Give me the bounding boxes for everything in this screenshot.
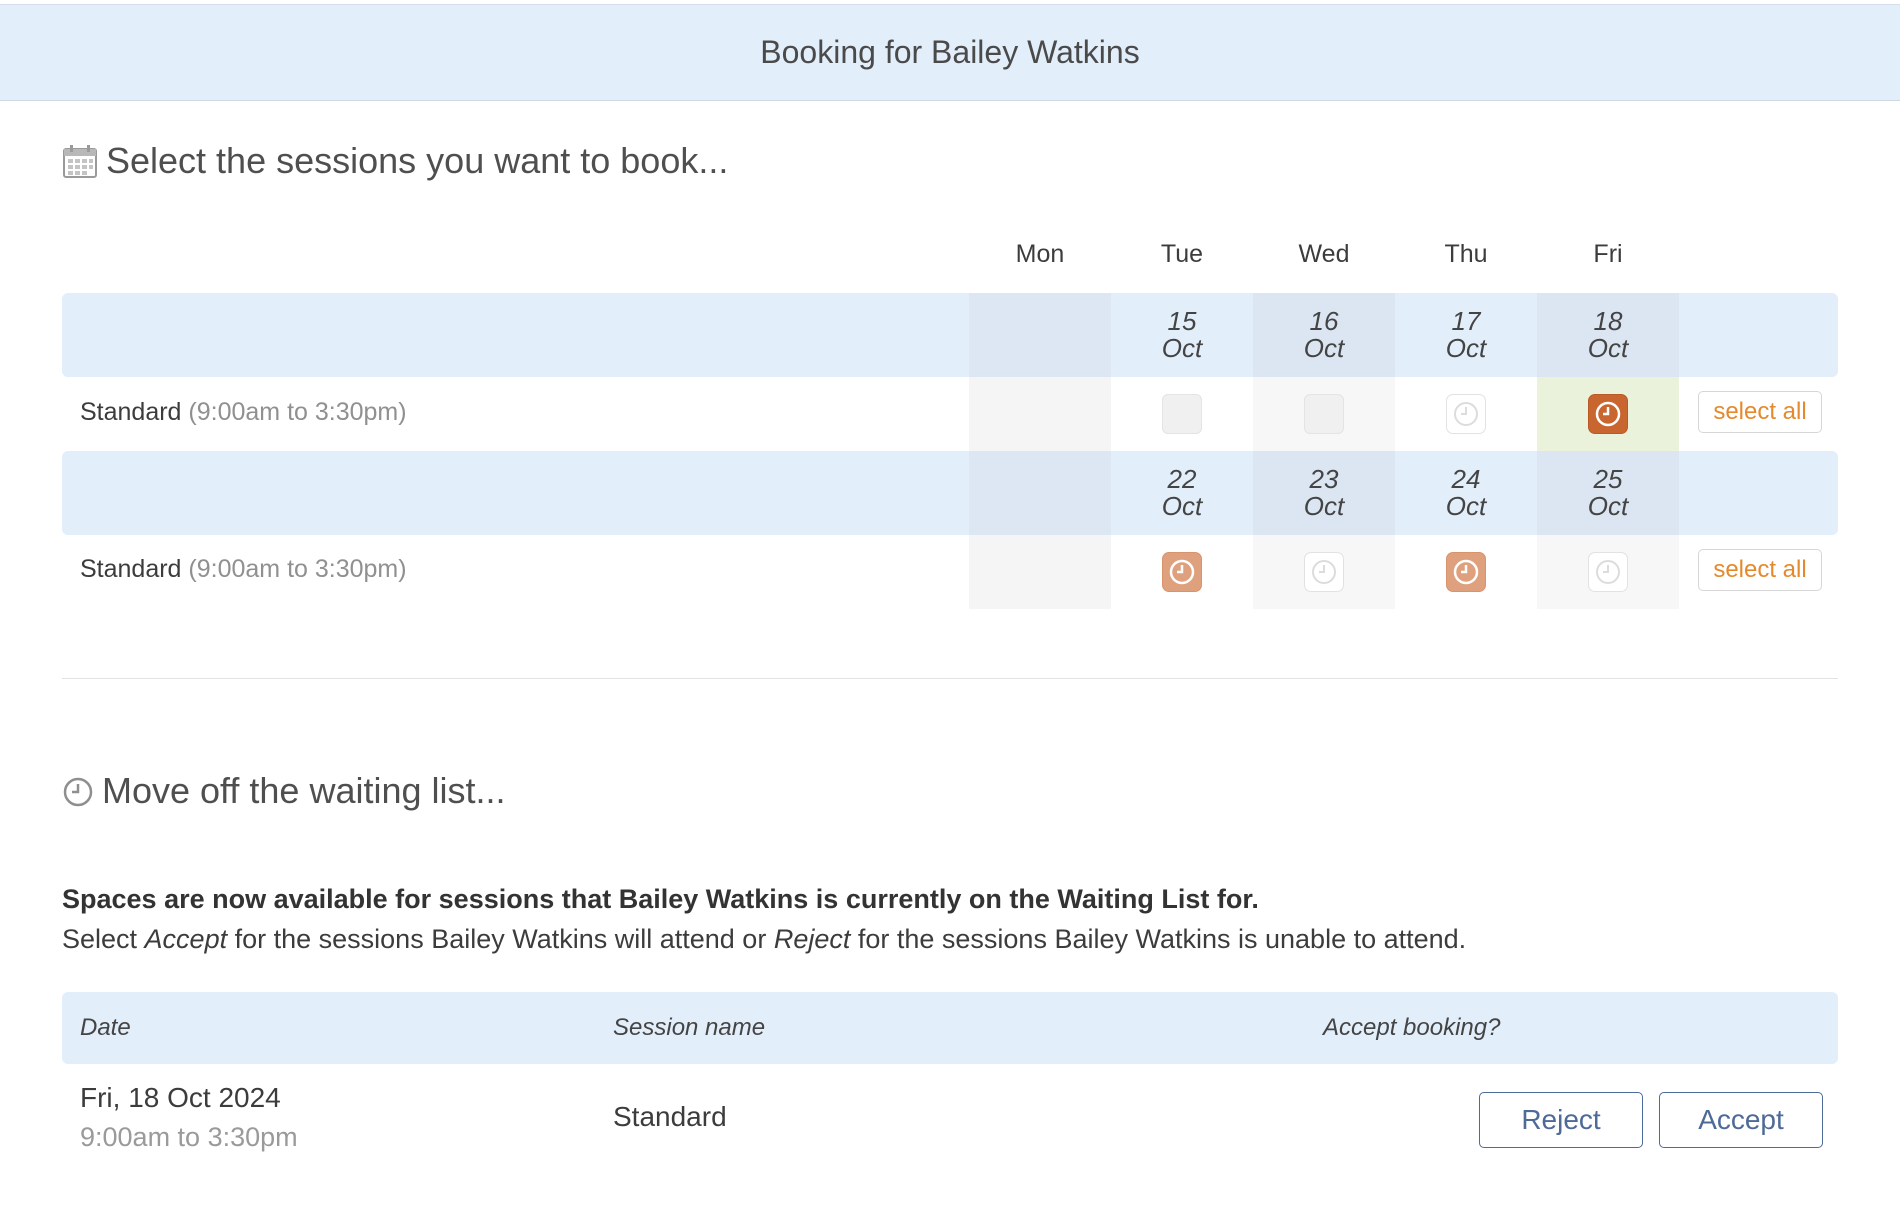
clock-icon [1594,558,1622,586]
waitlist-row-session: Standard [613,1101,727,1132]
date-cell [1111,451,1253,535]
clock-icon [1310,558,1338,586]
section-divider [62,678,1838,679]
unavailable-slot [1162,394,1202,434]
date-month: Oct [1303,333,1345,363]
clock-icon [1452,400,1480,428]
select-all-button[interactable]: select all [1698,391,1822,433]
date-cell [1253,293,1395,377]
instr-reject: Reject [773,924,851,954]
date-day: 17 [1451,306,1481,336]
date-day: 18 [1593,306,1623,336]
header-bar [0,4,1900,101]
day-header-mon: Mon [1015,240,1065,268]
instr-part: for the sessions Bailey Watkins is unable to attend. [850,924,1467,954]
session-time: (9:00am to 3:30pm) [188,398,407,426]
session-row-label [80,398,407,427]
waitlist-row-time: 9:00am to 3:30pm [80,1122,298,1152]
date-cell [1253,451,1395,535]
date-month: Oct [1587,333,1629,363]
date-cell [1537,293,1679,377]
sessions-heading [62,140,728,182]
session-name: Standard [80,555,182,583]
date-day: 24 [1451,464,1481,494]
reject-button[interactable]: Reject [1479,1092,1643,1148]
column-header-accept: Accept booking? [1323,1014,1501,1041]
waitlist-slot-button[interactable] [1446,394,1486,434]
select-all-button[interactable]: select all [1698,549,1822,591]
date-day: 16 [1309,306,1339,336]
unavailable-slot [1304,394,1344,434]
date-month: Oct [1161,333,1203,363]
date-month: Oct [1445,491,1487,521]
date-day: 15 [1167,306,1197,336]
slot-thu [1395,535,1537,609]
waiting-heading-text: Move off the waiting list... [102,770,506,811]
column-header-date: Date [80,1014,131,1041]
slot-thu [1395,377,1537,451]
slot-wed [1253,535,1395,609]
waitlist-slot-button[interactable] [1588,552,1628,592]
waiting-heading [62,770,506,812]
day-header-wed: Wed [1298,240,1350,268]
slot-fri [1537,535,1679,609]
clock-icon [1594,400,1622,428]
instr-accept: Accept [144,924,228,954]
date-month: Oct [1587,491,1629,521]
day-header-thu: Thu [1444,240,1488,268]
session-row-label [80,555,407,584]
date-day: 23 [1309,464,1339,494]
slot-fri [1537,377,1679,451]
day-header-tue: Tue [1160,240,1204,268]
page-title: Booking for Bailey Watkins [760,34,1140,70]
session-name: Standard [80,398,182,426]
date-month: Oct [1303,491,1345,521]
day-header-fri: Fri [1593,240,1623,268]
waitlist-slot-button[interactable] [1304,552,1344,592]
clock-icon [62,775,94,807]
mon-date-cell [969,293,1111,377]
waitlist-table-header [62,992,1838,1064]
waitlist-row-date: Fri, 18 Oct 2024 [80,1082,281,1113]
availability-notice: Spaces are now available for sessions that Bailey Watkins is currently on the Waiting List for. [62,884,1259,914]
instr-part: Select [62,924,145,954]
date-cell [1537,451,1679,535]
instr-part: for the sessions Bailey Watkins will attend or [227,924,774,954]
calendar-icon [62,143,98,179]
column-header-session: Session name [613,1014,766,1041]
slot-mon [969,535,1111,609]
date-month: Oct [1161,491,1203,521]
slot-mon [969,377,1111,451]
slot-tue [1111,535,1253,609]
date-day: 25 [1593,464,1623,494]
waitlist-slot-button-waitlisted[interactable] [1162,552,1202,592]
clock-icon [1452,558,1480,586]
accept-button[interactable]: Accept [1659,1092,1823,1148]
waitlist-slot-button-selected[interactable] [1588,394,1628,434]
date-cell [1395,451,1537,535]
sessions-heading-text: Select the sessions you want to book... [106,140,729,181]
date-month: Oct [1445,333,1487,363]
date-cell [1395,293,1537,377]
date-cell [1111,293,1253,377]
mon-date-cell [969,451,1111,535]
instructions-text [62,924,1466,955]
slot-wed [1253,377,1395,451]
clock-icon [1168,558,1196,586]
slot-tue [1111,377,1253,451]
session-time: (9:00am to 3:30pm) [188,555,407,583]
waitlist-slot-button-waitlisted[interactable] [1446,552,1486,592]
date-day: 22 [1167,464,1197,494]
